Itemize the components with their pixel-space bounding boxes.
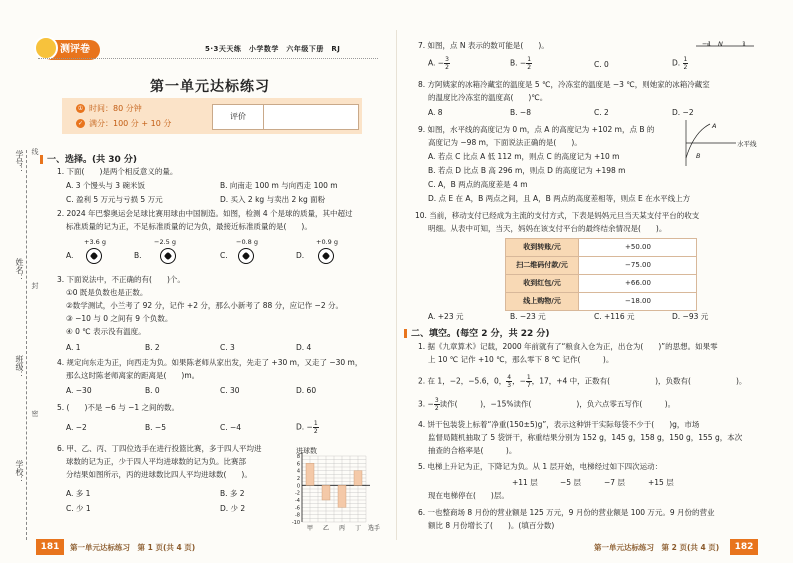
q4-option-d: D. 60 xyxy=(296,386,317,395)
q1-option-a: A. 3 个馒头与 3 碗米饭 xyxy=(66,181,145,190)
q10-option-b: B. −23 元 xyxy=(510,312,546,321)
q9-point-a: A xyxy=(712,122,717,130)
fill-5-line-1: 5. 电梯上升记为正，下降记为负。从 1 层开始，电梯经过如下四次运动： xyxy=(418,462,663,471)
page-number-right: 182 xyxy=(730,539,758,555)
fill-5-line-2: 现在电梯停在( )层。 xyxy=(428,491,509,500)
binding-school: 学校： xyxy=(15,460,24,484)
q4-option-c: C. 30 xyxy=(220,386,240,395)
question-4-line-2: 那么这时陈老师离家的距离是( )m。 xyxy=(66,371,200,380)
q3-option-a: A. 1 xyxy=(66,343,81,352)
page-fold xyxy=(396,30,397,540)
fraction: $\frac{1}{7}$ xyxy=(526,374,531,389)
table-row: 扫二维码付款/元 −75.00 xyxy=(505,257,697,275)
q2-option-b: B. xyxy=(134,251,142,260)
question-6-line-3: 分结果如图所示，丙的进球数比四人平均进球数( )。 xyxy=(66,470,252,479)
evaluation-label: 评价 xyxy=(213,105,264,129)
q2-option-d: D. xyxy=(296,251,305,260)
question-6-line-2: 球数的记为正，少于四人平均进球数的记为负。比赛部 xyxy=(66,457,246,466)
q5-option-d: D. − $\frac{1}{2}$ xyxy=(296,420,318,435)
binding-name: 姓名： xyxy=(15,258,24,282)
fraction: $\frac{1}{2}$ xyxy=(683,56,688,71)
fraction: $\frac{3}{2}$ xyxy=(445,56,449,71)
question-2-line-2: 标准质量的记为正，不足标准质量的记为负，最接近标准质量的是( )。 xyxy=(66,222,312,231)
bar-丙 xyxy=(338,485,346,507)
fraction: $\frac{1}{2}$ xyxy=(527,56,532,71)
bar-丁 xyxy=(354,471,362,486)
q2-weight-b: −2.5 g xyxy=(154,238,176,246)
q2-weight-d: +0.9 g xyxy=(316,238,338,246)
exam-badge: 测评卷 xyxy=(38,40,100,60)
x-tick-label: 乙 xyxy=(322,525,330,532)
fraction: $\frac{1}{2}$ xyxy=(313,420,318,435)
q7-option-d: D. $\frac{1}{2}$ xyxy=(672,56,688,71)
header-rule xyxy=(38,58,378,59)
q7-label-minus-one: −1 xyxy=(702,40,712,48)
q3-option-c: C. 3 xyxy=(220,343,235,352)
q3-item-2: ②数学测试，小兰考了 92 分，记作 +2 分，那么小新考了 88 分，应记作 −2 分。 xyxy=(66,301,343,310)
q9-horizontal-label: 水平线 xyxy=(737,140,757,148)
payment-table xyxy=(505,238,697,311)
question-10-line-1: 10. 当前，移动支付已经成为主流的支付方式，下表是妈妈元旦当天某支付平台的收支 xyxy=(415,211,700,220)
fill-4-line-2: 监督局随机抽取了 5 袋饼干，称重结果分别为 152 g，145 g，158 g，150 g，155 g，本次 xyxy=(428,433,743,442)
question-4-line-1: 4. 规定向东走为正，向西走为负。如果陈老师从家出发，先走了 +30 m，又走了 −30 m， xyxy=(57,358,363,367)
q5-option-c: C. −4 xyxy=(220,423,242,432)
y-tick-label: 6 xyxy=(296,461,300,468)
q4-option-b: B. 0 xyxy=(145,386,160,395)
question-8-line-2: 的温度比冷冻室的温度高( )℃。 xyxy=(428,93,548,102)
score-text: 满分：100 分 + 10 分 xyxy=(89,119,172,128)
soccer-ball-icon xyxy=(238,248,254,264)
question-10-line-2: 明细。从表中可知，当天，妈妈在该支付平台的最终结余情况是( )。 xyxy=(428,224,667,233)
fraction: $\frac{3}{2}$ xyxy=(434,397,439,412)
q8-option-a: A. 8 xyxy=(428,108,443,117)
fill-3: 3. − $\frac{3}{2}$ 读作( )，−15%读作( )，负六点零五写作( )。 xyxy=(418,397,676,412)
chart-title: 进球数 xyxy=(296,447,317,455)
fill-1-line-1: 1. 据《九章算术》记载，2000 年前就有了“粮食入仓为正，出仓为( )”的思想。如果零 xyxy=(418,342,718,351)
clock-icon: ① xyxy=(77,105,84,112)
y-tick-label: -6 xyxy=(295,505,300,512)
binding-mark-line: 线 xyxy=(31,148,39,155)
q6-option-c: C. 少 1 xyxy=(66,504,91,513)
q5-option-b: B. −5 xyxy=(145,423,166,432)
page-title: 第一单元达标练习 xyxy=(150,79,270,95)
time-text: 时间：80 分钟 xyxy=(89,104,142,113)
binding-dashed-line xyxy=(26,150,27,540)
bar-甲 xyxy=(306,463,314,485)
question-5: 5. ( )不是 −6 与 −1 之间的数。 xyxy=(57,403,180,412)
time-row xyxy=(76,103,142,114)
question-2-line-1: 2. 2024 年巴黎奥运会足球比赛用球由中国制造。如图，检测 4 个是球的质量，其中超过 xyxy=(57,209,353,218)
goals-chart xyxy=(282,446,392,536)
binding-mark-close: 密 xyxy=(31,410,39,417)
fill-5-move-1: +11 层 xyxy=(512,478,538,487)
q6-option-d: D. 少 2 xyxy=(220,504,246,513)
fill-5-move-4: +15 层 xyxy=(648,478,674,487)
question-6-line-1: 6. 甲、乙、丙、丁四位选手在进行投篮比赛，多于四人平均进 xyxy=(57,444,262,453)
q9-option-b: B. 若点 D 比点 B 高 296 m，则点 D 的高度记为 +198 m xyxy=(428,166,626,175)
fill-5-move-3: −7 层 xyxy=(604,478,625,487)
q7-option-c: C. 0 xyxy=(594,60,609,69)
q8-option-d: D. −2 xyxy=(672,108,694,117)
footer-left: 第一单元达标练习 第 1 页(共 4 页) xyxy=(70,543,196,552)
soccer-ball-icon xyxy=(86,248,102,264)
fill-6-line-2: 额比 8 月份增长了( )。(填百分数) xyxy=(428,521,555,530)
question-9-line-2: 高度记为 −98 m，下面说法正确的是( )。 xyxy=(428,138,582,147)
fraction: $\frac{4}{3}$ xyxy=(507,374,512,389)
binding-student-id: 学号： xyxy=(15,150,24,174)
bar-乙 xyxy=(322,485,330,500)
evaluation-box xyxy=(212,104,359,130)
fill-2: 2. 在 1，−2，−5.6，0， $\frac{4}{3}$ ，− $\frac{1}{7}$ ，17，+4 中，正数有( )，负数有( )。 xyxy=(418,374,747,389)
table-row: 收到红包/元 +66.00 xyxy=(505,275,697,293)
x-axis-label: 选手 xyxy=(368,525,381,532)
x-tick-label: 丙 xyxy=(338,525,346,532)
question-9-line-1: 9. 如图，水平线的高度记为 0 m，点 A 的高度记为 +102 m，点 B 的 xyxy=(418,125,655,134)
q10-option-d: D. −93 元 xyxy=(672,312,709,321)
y-tick-label: 2 xyxy=(296,476,300,482)
table-row: 线上购物/元 −18.00 xyxy=(505,293,697,311)
q8-option-c: C. 2 xyxy=(594,108,609,117)
soccer-ball-icon xyxy=(318,248,334,264)
q5-option-a: A. −2 xyxy=(66,423,87,432)
binding-class: 班级： xyxy=(15,355,24,379)
y-tick-label: -10 xyxy=(291,520,300,526)
q2-option-c: C. xyxy=(220,251,228,260)
q9-option-a: A. 若点 C 比点 A 低 112 m，则点 C 的高度记为 +10 m xyxy=(428,152,620,161)
q9-point-b: B xyxy=(696,152,701,160)
q3-item-1: ①0 既是负数也是正数。 xyxy=(66,288,148,297)
binding-mark-seal: 封 xyxy=(31,282,39,289)
q6-option-a: A. 多 1 xyxy=(66,489,91,498)
q7-option-b: B. − $\frac{1}{2}$ xyxy=(510,56,532,71)
score-row xyxy=(76,118,171,129)
mascot-icon xyxy=(34,36,58,60)
question-8-line-1: 8. 方阿姨家的冰箱冷藏室的温度是 5 ℃，冷冻室的温度是 −3 ℃，则她家的冰箱冷藏室 xyxy=(418,80,710,89)
q1-option-d: D. 买入 2 kg 与卖出 2 kg 面粉 xyxy=(220,195,326,204)
y-tick-label: 4 xyxy=(296,468,300,475)
q9-option-c: C. A，B 两点的高度差是 4 m xyxy=(428,180,528,189)
q2-weight-c: −0.8 g xyxy=(236,238,258,246)
q8-option-b: B. −8 xyxy=(510,108,531,117)
q4-option-a: A. −30 xyxy=(66,386,92,395)
q2-weight-a: +3.6 g xyxy=(84,238,106,246)
section-one-heading: 一、选择。(共 30 分) xyxy=(40,152,137,165)
q9-option-d: D. 点 E 在 A，B 两点之间，且 A，B 两点的高度差相等，则点 E 在水平线上方 xyxy=(428,194,691,203)
fill-6-line-1: 6. 一也整商场 8 月份的营业额是 125 万元，9 月份的营业额是 100 万元。9 月份的营业 xyxy=(418,508,715,517)
q7-label-n: N xyxy=(718,40,723,48)
q2-option-a: A. xyxy=(66,251,74,260)
q3-option-d: D. 4 xyxy=(296,343,312,352)
fill-5-move-2: −5 层 xyxy=(560,478,581,487)
q7-label-one: 1 xyxy=(742,40,747,48)
q3-option-b: B. 2 xyxy=(145,343,160,352)
soccer-ball-icon xyxy=(160,248,176,264)
x-tick-label: 丁 xyxy=(354,525,362,532)
y-tick-label: 8 xyxy=(296,454,300,460)
table-row: 收到转账/元 +50.00 xyxy=(505,238,697,257)
y-tick-label: -8 xyxy=(295,512,300,519)
footer-right: 第一单元达标练习 第 2 页(共 4 页) xyxy=(594,543,720,552)
q3-item-3: ③ −10 与 0 之间有 9 个负数。 xyxy=(66,314,173,323)
q3-item-4: ④ 0 ℃ 表示没有温度。 xyxy=(66,327,146,336)
fill-4-line-3: 抽查的合格率是( )。 xyxy=(428,446,517,455)
question-1: 1. 下面( )是两个相反意义的量。 xyxy=(57,167,178,176)
series-label: 5·3天天练 小学数学 六年级下册 RJ xyxy=(205,45,341,53)
q1-option-b: B. 向南走 100 m 与向西走 100 m xyxy=(220,181,338,190)
y-tick-label: -4 xyxy=(295,498,300,504)
page-number-left: 181 xyxy=(36,539,64,555)
q10-option-a: A. +23 元 xyxy=(428,312,464,321)
exam-info-panel xyxy=(62,98,362,134)
y-tick-label: 0 xyxy=(296,483,300,490)
x-tick-label: 甲 xyxy=(306,525,314,532)
q7-option-a: A. − $\frac{3}{2}$ xyxy=(428,56,449,71)
goals-chart-svg xyxy=(282,446,392,536)
binding-margin xyxy=(6,140,28,540)
q1-option-c: C. 盈利 5 万元与亏损 5 万元 xyxy=(66,195,163,204)
check-icon: ✓ xyxy=(77,120,84,127)
section-two-heading: 二、填空。(每空 2 分，共 22 分) xyxy=(404,326,550,339)
fill-4-line-1: 4. 饼干包装袋上标着“净重(150±5)g”，表示这种饼干实际每袋不少于( )g，市场 xyxy=(418,420,700,429)
question-7: 7. 如图，点 N 表示的数可能是( )。 xyxy=(418,41,549,50)
q10-option-c: C. +116 元 xyxy=(594,312,635,321)
fill-1-line-2: 上 10 ℃ 记作 +10 ℃，那么零下 8 ℃ 记作( )。 xyxy=(428,355,614,364)
q6-option-b: B. 多 2 xyxy=(220,489,245,498)
question-3: 3. 下面说法中，不正确的有( )个。 xyxy=(57,275,185,284)
y-tick-label: -2 xyxy=(295,490,300,497)
